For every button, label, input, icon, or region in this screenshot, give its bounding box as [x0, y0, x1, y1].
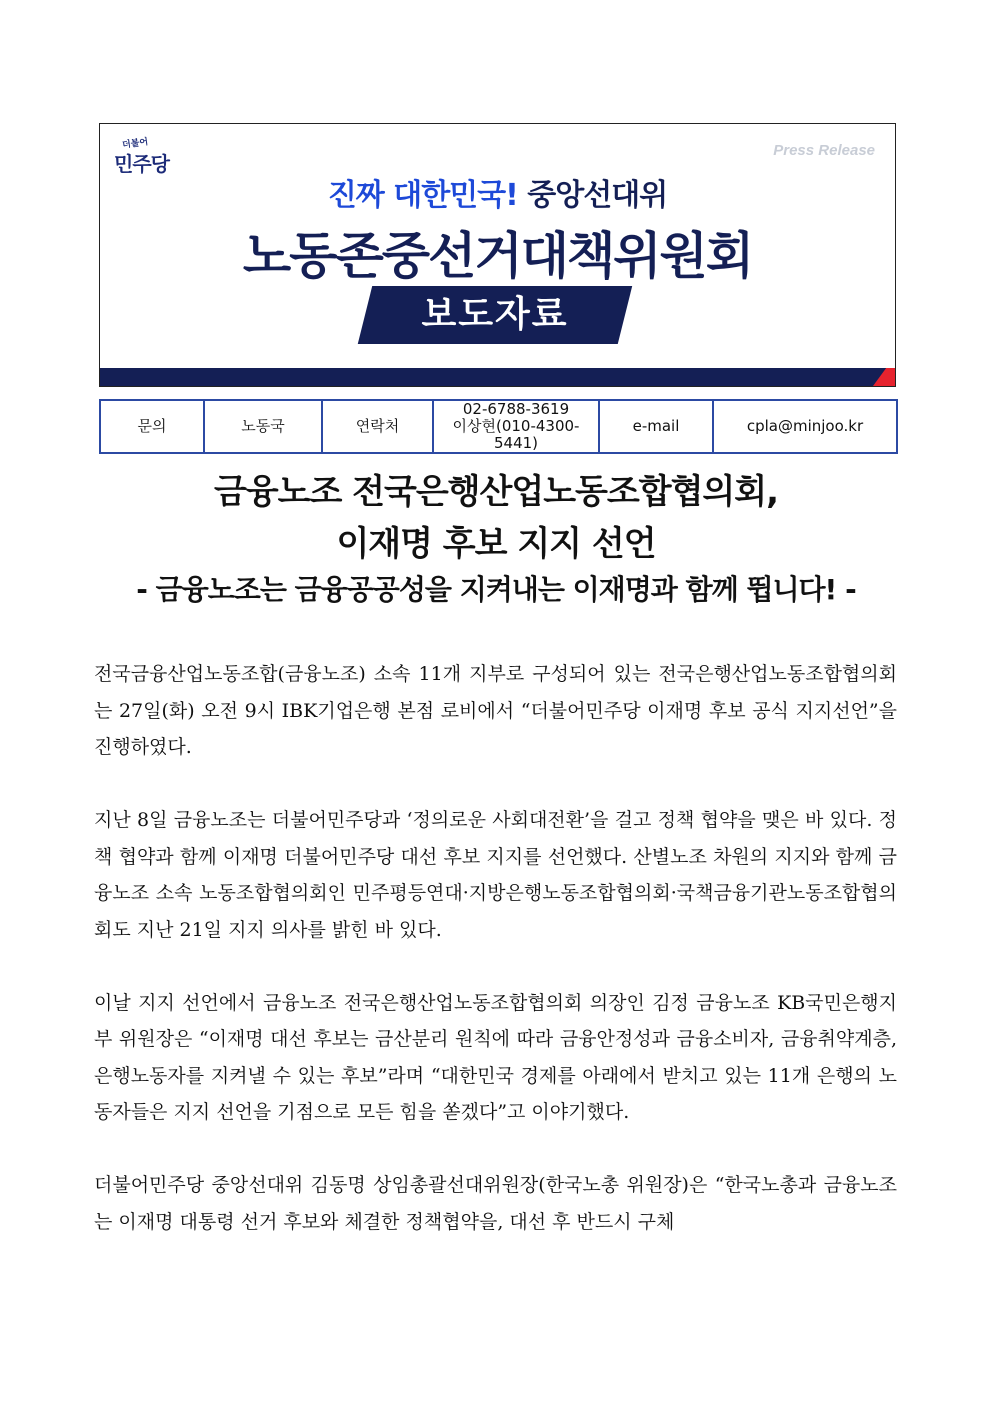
contact-row	[100, 400, 897, 453]
article-body	[94, 656, 897, 1277]
press-release-badge: 보도자료	[421, 294, 569, 335]
inquiry-label: 문의	[100, 400, 204, 453]
press-release-banner	[99, 123, 896, 387]
contact-person: 이상현(010-4300-5441)	[452, 417, 580, 452]
phone-number: 02-6788-3619	[462, 400, 570, 418]
paragraph-1: 전국금융산업노동조합(금융노조) 소속 11개 지부로 구성되어 있는 전국은행산업노동조합협의회는 27일(화) 오전 9시 IBK기업은행 본점 로비에서 “더불어민주당 이재명 후보 공식 지지선언”을 진행하였다.	[94, 663, 897, 758]
headline	[0, 466, 992, 570]
paragraph-3: 이날 지지 선언에서 금융노조 전국은행산업노동조합협의회 의장인 김정 금융노조 KB국민은행지부 위원장은 “이재명 대선 후보는 금산분리 원칙에 따라 금융안정성과 금융소비자, 금융취약계층, 은행노동자를 지켜낼 수 있는 후보”라며 “대한민국 경제를 아래에서 받치고 있는 11개 은행의 노동자들은 지지 선언을 기점으로 모든 힘을 쏟겠다”고 이야기했다.	[94, 991, 897, 1123]
department: 노동국	[204, 400, 322, 453]
paragraph-2: 지난 8일 금융노조는 더불어민주당과 ‘정의로운 사회대전환’을 걸고 정책 협약을 맺은 바 있다. 정책 협약과 함께 이재명 더불어민주당 대선 후보 지지를 선언했다. 산별노조 차원의 지지와 함께 금융노조 소속 노동조합협의회인 민주평등연대·지방은행노동조합협의회·국책금융기관노동조합협의회도 지난 21일 지지 의사를 밝힌 바 있다.	[94, 809, 897, 941]
paragraph-4: 더불어민주당 중앙선대위 김동명 상임총괄선대위원장(한국노총 위원장)은 “한국노총과 금융노조는 이재명 대통령 선거 후보와 체결한 정책협약을, 대선 후 반드시 구체	[94, 1174, 897, 1233]
banner-subtitle-rest: 중앙선대위	[517, 178, 668, 213]
contact-table	[99, 399, 898, 454]
contact-label: 연락처	[322, 400, 433, 453]
logo-small-text: 더불어	[121, 137, 149, 151]
email-label: e-mail	[599, 400, 713, 453]
party-logo	[114, 134, 184, 174]
headline-line-1: 금융노조 전국은행산업노동조합협의회,	[213, 472, 779, 512]
headline-line-2: 이재명 후보 지지 선언	[336, 524, 656, 564]
contact-info	[433, 400, 599, 453]
logo-main-text: 민주당	[114, 152, 169, 176]
banner-bottom-stripe	[100, 368, 895, 386]
press-release-label: Press Release	[773, 142, 875, 159]
banner-main-title: 노동존중선거대책위원회	[242, 227, 753, 285]
headline-subtitle: - 금융노조는 금융공공성을 지켜내는 이재명과 함께 뜁니다! -	[136, 573, 856, 606]
email-address[interactable]: cpla@minjoo.kr	[713, 400, 897, 453]
banner-subtitle	[100, 170, 895, 214]
banner-subtitle-highlight: 진짜 대한민국!	[327, 178, 518, 213]
